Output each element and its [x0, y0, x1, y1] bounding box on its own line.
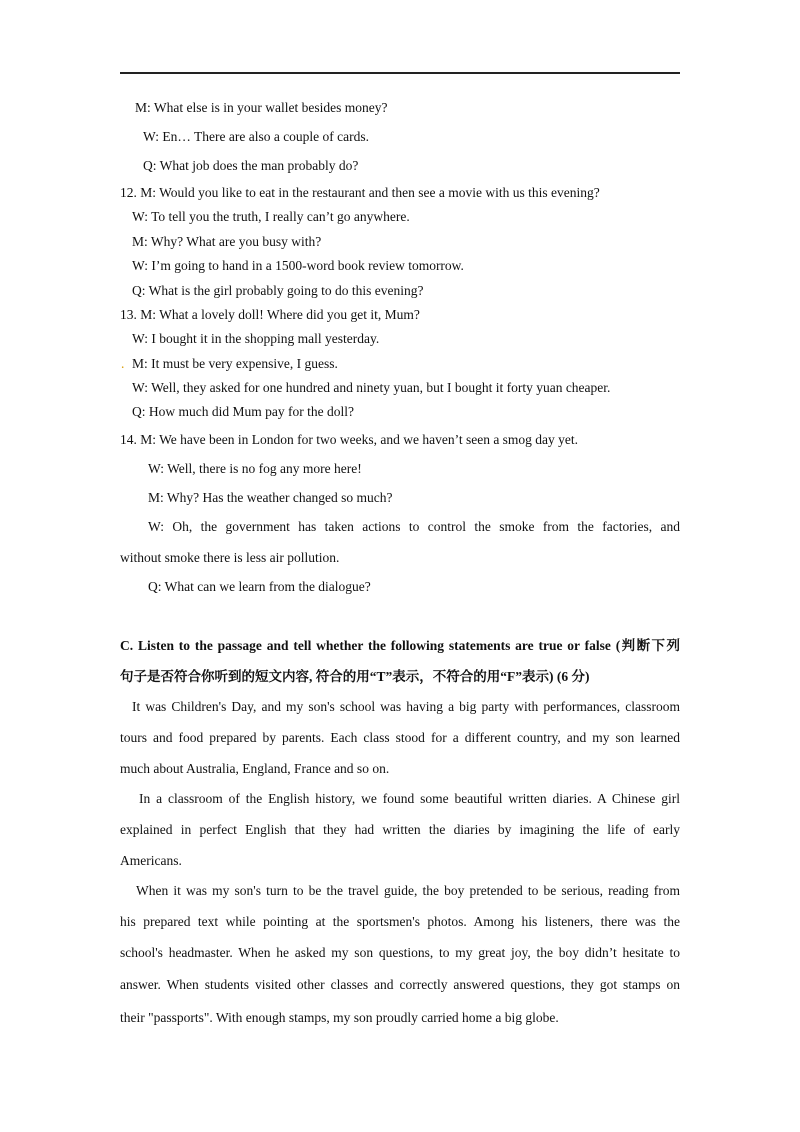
passage-line: their "passports". With enough stamps, my son proudly carried home a big globe.: [120, 1010, 559, 1025]
dialogue-line: Q: What is the girl probably going to do this evening?: [132, 283, 424, 298]
dialogue-line: 12. M: Would you like to eat in the restaurant and then see a movie with us this evening?: [120, 185, 600, 200]
dialogue-line: M: It must be very expensive, I guess.: [132, 356, 338, 371]
passage-line: explained in perfect English that they had written the diaries by imagining the life of early: [120, 822, 680, 837]
dialogue-line: W: To tell you the truth, I really can’t go anywhere.: [132, 209, 410, 224]
passage-line: When it was my son's turn to be the travel guide, the boy pretended to be serious, reading from: [136, 883, 680, 898]
marker-dot: .: [121, 356, 125, 371]
dialogue-line: W: Well, they asked for one hundred and ninety yuan, but I bought it forty yuan cheaper.: [132, 380, 611, 395]
dialogue-line: W: Well, there is no fog any more here!: [148, 461, 362, 476]
passage-line: answer. When students visited other classes and correctly answered questions, they got stamps on: [120, 977, 680, 992]
dialogue-line: without smoke there is less air pollution.: [120, 550, 340, 565]
passage-line: school's headmaster. When he asked my son questions, to my great joy, the boy didn’t hesitate to: [120, 945, 680, 960]
dialogue-line: Q: What can we learn from the dialogue?: [148, 579, 371, 594]
dialogue-line: Q: How much did Mum pay for the doll?: [132, 404, 354, 419]
dialogue-line: M: Why? Has the weather changed so much?: [148, 490, 393, 505]
passage-line: his prepared text while pointing at the sportsmen's photos. Among his listeners, there was the: [120, 914, 680, 929]
dialogue-line: M: What else is in your wallet besides money?: [135, 100, 388, 115]
dialogue-line: W: En… There are also a couple of cards.: [143, 129, 370, 144]
section-c-heading: C. Listen to the passage and tell whether the following statements are true or false (判断下列: [120, 638, 680, 653]
passage-line: In a classroom of the English history, we found some beautiful written diaries. A Chinese girl: [139, 791, 680, 806]
dialogue-line: M: Why? What are you busy with?: [132, 234, 322, 249]
dialogue-line: 14. M: We have been in London for two weeks, and we haven’t seen a smog day yet.: [120, 432, 579, 447]
section-c-heading: 句子是否符合你听到的短文内容, 符合的用“T”表示，不符合的用“F”表示) (6 分): [120, 669, 590, 684]
passage-line: It was Children's Day, and my son's school was having a big party with performances, classroom: [132, 699, 680, 714]
dialogue-line: Q: What job does the man probably do?: [143, 158, 359, 173]
header-rule: [120, 72, 680, 74]
passage-line: tours and food prepared by parents. Each class stood for a different country, and my son learned: [120, 730, 680, 745]
passage-line: much about Australia, England, France and so on.: [120, 761, 390, 776]
dialogue-line: W: I’m going to hand in a 1500-word book review tomorrow.: [132, 258, 464, 273]
passage-line: Americans.: [120, 853, 182, 868]
dialogue-line: W: Oh, the government has taken actions to control the smoke from the factories, and: [148, 519, 680, 534]
dialogue-line: 13. M: What a lovely doll! Where did you get it, Mum?: [120, 307, 420, 322]
dialogue-line: W: I bought it in the shopping mall yesterday.: [132, 331, 380, 346]
